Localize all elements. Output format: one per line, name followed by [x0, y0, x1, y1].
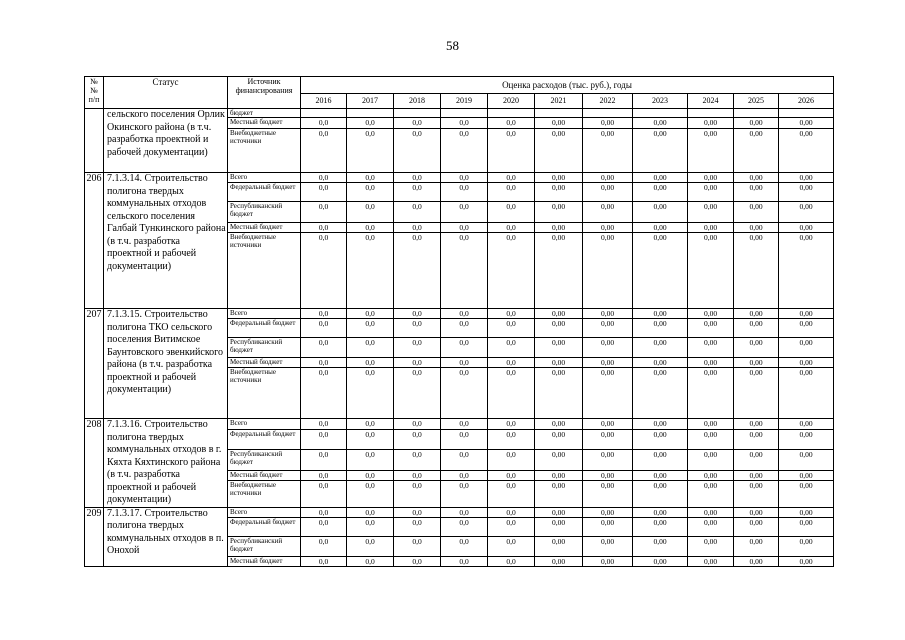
value-cell: 0,00 [779, 517, 834, 536]
value-cell: 0,00 [688, 536, 734, 556]
value-cell: 0,0 [347, 449, 394, 470]
value-cell: 0,00 [535, 129, 583, 173]
value-cell: 0,00 [633, 481, 688, 507]
value-cell: 0,00 [779, 449, 834, 470]
value-cell: 0,00 [535, 556, 583, 566]
funding-source: Республиканский бюджет [228, 449, 301, 470]
value-cell: 0,0 [441, 183, 488, 202]
value-cell: 0,0 [488, 481, 535, 507]
funding-source: Всего [228, 173, 301, 183]
value-cell: 0,0 [394, 368, 441, 419]
header-year: 2018 [394, 93, 441, 108]
value-cell: 0,0 [301, 233, 347, 309]
value-cell: 0,00 [535, 319, 583, 338]
value-cell: 0,00 [633, 517, 688, 536]
value-cell: 0,0 [488, 470, 535, 481]
value-cell: 0,0 [301, 507, 347, 517]
table-row [85, 309, 834, 319]
value-cell: 0,00 [779, 223, 834, 233]
value-cell: 0,00 [734, 173, 779, 183]
value-cell: 0,00 [688, 118, 734, 129]
header-status: Статус [104, 77, 228, 109]
value-cell: 0,00 [734, 338, 779, 358]
funding-source: Федеральный бюджет [228, 429, 301, 449]
value-cell: 0,00 [535, 517, 583, 536]
value-cell: 0,00 [535, 470, 583, 481]
header-year: 2025 [734, 93, 779, 108]
value-cell: 0,0 [394, 536, 441, 556]
value-cell: 0,00 [734, 481, 779, 507]
value-cell: 0,0 [488, 536, 535, 556]
value-cell: 0,00 [633, 507, 688, 517]
value-cell: 0,0 [347, 183, 394, 202]
funding-source: Внебюджетные источники [228, 481, 301, 507]
value-cell: 0,00 [633, 338, 688, 358]
value-cell: 0,0 [347, 319, 394, 338]
value-cell: 0,00 [633, 118, 688, 129]
value-cell: 0,00 [583, 118, 633, 129]
value-cell: 0,00 [583, 183, 633, 202]
value-cell: 0,0 [301, 319, 347, 338]
value-cell: 0,0 [301, 449, 347, 470]
value-cell: 0,0 [347, 507, 394, 517]
value-cell: 0,00 [734, 507, 779, 517]
value-cell: 0,0 [301, 338, 347, 358]
funding-source: Республиканский бюджет [228, 338, 301, 358]
value-cell: 0,0 [441, 118, 488, 129]
funding-source: Всего [228, 419, 301, 430]
value-cell: 0,00 [535, 429, 583, 449]
value-cell: 0,00 [535, 358, 583, 368]
value-cell: 0,00 [734, 118, 779, 129]
value-cell: 0,00 [734, 129, 779, 173]
funding-source: Местный бюджет [228, 223, 301, 233]
value-cell: 0,0 [394, 202, 441, 223]
value-cell: 0,00 [779, 429, 834, 449]
value-cell: 0,0 [301, 368, 347, 419]
value-cell: 0,00 [633, 202, 688, 223]
value-cell: 0,00 [535, 536, 583, 556]
funding-source: Внебюджетные источники [228, 368, 301, 419]
value-cell: 0,0 [394, 556, 441, 566]
value-cell: 0,00 [583, 536, 633, 556]
value-cell: 0,00 [633, 358, 688, 368]
row-number [85, 109, 104, 173]
value-cell: 0,00 [633, 556, 688, 566]
value-cell: 0,00 [779, 556, 834, 566]
value-cell: 0,0 [347, 173, 394, 183]
value-cell: 0,0 [488, 368, 535, 419]
value-cell: 0,00 [734, 358, 779, 368]
funding-source: Федеральный бюджет [228, 517, 301, 536]
value-cell: 0,0 [488, 358, 535, 368]
value-cell: 0,00 [688, 507, 734, 517]
value-cell: 0,0 [301, 470, 347, 481]
table-row [85, 109, 834, 118]
value-cell: 0,00 [688, 470, 734, 481]
value-cell: 0,00 [583, 129, 633, 173]
value-cell: 0,00 [688, 419, 734, 430]
value-cell: 0,00 [688, 173, 734, 183]
value-cell: 0,0 [488, 183, 535, 202]
value-cell: 0,00 [535, 368, 583, 419]
value-cell: 0,0 [394, 338, 441, 358]
value-cell: 0,0 [301, 202, 347, 223]
value-cell: 0,0 [488, 173, 535, 183]
header-year: 2019 [441, 93, 488, 108]
value-cell: 0,0 [301, 517, 347, 536]
row-number: 206 [85, 173, 104, 309]
value-cell: 0,0 [301, 419, 347, 430]
value-cell: 0,0 [488, 338, 535, 358]
value-cell: 0,0 [488, 118, 535, 129]
funding-source: Федеральный бюджет [228, 319, 301, 338]
value-cell: 0,0 [441, 419, 488, 430]
value-cell: 0,00 [633, 173, 688, 183]
row-number: 207 [85, 309, 104, 419]
value-cell: 0,00 [583, 517, 633, 536]
value-cell: 0,00 [734, 319, 779, 338]
value-cell: 0,00 [734, 449, 779, 470]
value-cell: 0,00 [583, 470, 633, 481]
value-cell: 0,00 [633, 429, 688, 449]
value-cell: 0,0 [394, 419, 441, 430]
value-cell: 0,0 [301, 536, 347, 556]
value-cell: 0,0 [347, 419, 394, 430]
page-number: 58 [446, 38, 459, 53]
value-cell: 0,0 [394, 507, 441, 517]
value-cell: 0,0 [301, 358, 347, 368]
value-cell: 0,0 [394, 481, 441, 507]
value-cell: 0,00 [535, 233, 583, 309]
funding-source: Федеральный бюджет [228, 183, 301, 202]
value-cell: 0,00 [688, 233, 734, 309]
value-cell: 0,00 [535, 449, 583, 470]
value-cell: 0,00 [779, 309, 834, 319]
value-cell: 0,0 [347, 536, 394, 556]
value-cell: 0,0 [301, 309, 347, 319]
value-cell: 0,0 [488, 233, 535, 309]
value-cell: 0,00 [583, 233, 633, 309]
value-cell: 0,0 [441, 129, 488, 173]
value-cell: 0,00 [583, 481, 633, 507]
value-cell: 0,00 [535, 338, 583, 358]
value-cell: 0,0 [441, 556, 488, 566]
value-cell: 0,00 [583, 319, 633, 338]
value-cell: 0,0 [488, 507, 535, 517]
value-cell: 0,00 [583, 358, 633, 368]
status-cell: 7.1.3.15. Строительство полигона ТКО сельского поселения Витимское Баунтовского эвенкийского района (в т.ч. разработка проектной и рабочей документации) [104, 309, 228, 419]
header-year: 2023 [633, 93, 688, 108]
value-cell: 0,0 [488, 202, 535, 223]
value-cell: 0,00 [633, 183, 688, 202]
value-cell: 0,0 [347, 338, 394, 358]
funding-source: Местный бюджет [228, 470, 301, 481]
value-cell: 0,00 [734, 536, 779, 556]
value-cell: 0,0 [347, 202, 394, 223]
value-cell: 0,0 [488, 556, 535, 566]
value-cell: 0,0 [441, 470, 488, 481]
value-cell: 0,0 [441, 507, 488, 517]
value-cell: 0,0 [347, 556, 394, 566]
value-cell: 0,00 [535, 173, 583, 183]
value-cell: 0,0 [488, 223, 535, 233]
value-cell: 0,0 [441, 481, 488, 507]
value-cell: 0,0 [394, 309, 441, 319]
value-cell: 0,0 [394, 129, 441, 173]
value-cell: 0,00 [583, 419, 633, 430]
funding-source: Всего [228, 309, 301, 319]
header-year: 2017 [347, 93, 394, 108]
value-cell: 0,00 [633, 309, 688, 319]
funding-source: Республиканский бюджет [228, 202, 301, 223]
value-cell [583, 109, 633, 118]
value-cell [441, 109, 488, 118]
value-cell: 0,00 [779, 129, 834, 173]
value-cell: 0,0 [488, 429, 535, 449]
value-cell: 0,00 [535, 309, 583, 319]
table-row [85, 507, 834, 517]
value-cell: 0,00 [688, 309, 734, 319]
value-cell: 0,0 [441, 358, 488, 368]
header-estimate: Оценка расходов (тыс. руб.), годы [301, 77, 834, 94]
status-cell: 7.1.3.14. Строительство полигона твердых коммунальных отходов сельского поселения Галбай Тункинского района (в т.ч. разработка проектной и рабочей документации) [104, 173, 228, 309]
value-cell: 0,00 [535, 223, 583, 233]
value-cell: 0,00 [734, 419, 779, 430]
value-cell: 0,00 [583, 507, 633, 517]
value-cell: 0,0 [441, 338, 488, 358]
value-cell: 0,00 [734, 556, 779, 566]
value-cell: 0,00 [779, 470, 834, 481]
value-cell: 0,00 [734, 429, 779, 449]
row-number: 209 [85, 507, 104, 566]
value-cell [734, 109, 779, 118]
value-cell: 0,0 [347, 368, 394, 419]
value-cell: 0,0 [394, 517, 441, 536]
value-cell: 0,0 [441, 517, 488, 536]
value-cell: 0,00 [688, 368, 734, 419]
status-cell: 7.1.3.17. Строительство полигона твердых коммунальных отходов в п. Онохой [104, 507, 228, 566]
value-cell: 0,00 [633, 319, 688, 338]
value-cell: 0,00 [734, 183, 779, 202]
value-cell [488, 109, 535, 118]
value-cell [301, 109, 347, 118]
funding-source: Всего [228, 507, 301, 517]
table-row [85, 419, 834, 430]
header-source: Источник финансирования [228, 77, 301, 109]
value-cell: 0,00 [535, 507, 583, 517]
value-cell: 0,00 [535, 118, 583, 129]
funding-source: Местный бюджет [228, 118, 301, 129]
value-cell: 0,00 [779, 368, 834, 419]
funding-source: Внебюджетные источники [228, 129, 301, 173]
funding-source: бюджет [228, 109, 301, 118]
value-cell: 0,00 [688, 517, 734, 536]
value-cell: 0,0 [441, 173, 488, 183]
value-cell: 0,00 [583, 429, 633, 449]
header-year: 2024 [688, 93, 734, 108]
value-cell: 0,0 [301, 118, 347, 129]
status-cell: 7.1.3.16. Строительство полигона твердых коммунальных отходов в г. Кяхта Кяхтинского района (в т.ч. разработка проектной и рабочей документации) [104, 419, 228, 508]
funding-source: Внебюджетные источники [228, 233, 301, 309]
header-year: 2026 [779, 93, 834, 108]
header-year: 2021 [535, 93, 583, 108]
value-cell: 0,0 [488, 449, 535, 470]
value-cell: 0,0 [347, 429, 394, 449]
value-cell: 0,00 [734, 517, 779, 536]
value-cell: 0,0 [347, 223, 394, 233]
value-cell: 0,00 [583, 309, 633, 319]
value-cell: 0,00 [535, 481, 583, 507]
value-cell: 0,00 [583, 449, 633, 470]
value-cell: 0,00 [779, 319, 834, 338]
value-cell: 0,00 [734, 470, 779, 481]
value-cell: 0,0 [441, 429, 488, 449]
value-cell: 0,0 [301, 173, 347, 183]
value-cell: 0,00 [688, 223, 734, 233]
value-cell: 0,0 [394, 173, 441, 183]
expense-table [84, 76, 834, 567]
value-cell: 0,00 [779, 419, 834, 430]
value-cell: 0,00 [779, 173, 834, 183]
value-cell: 0,0 [394, 319, 441, 338]
value-cell: 0,00 [779, 233, 834, 309]
funding-source: Местный бюджет [228, 358, 301, 368]
value-cell: 0,0 [347, 358, 394, 368]
value-cell: 0,0 [347, 309, 394, 319]
value-cell: 0,0 [441, 368, 488, 419]
table-row [85, 173, 834, 183]
header-year: 2022 [583, 93, 633, 108]
value-cell: 0,00 [688, 358, 734, 368]
value-cell: 0,0 [301, 129, 347, 173]
value-cell: 0,0 [488, 309, 535, 319]
value-cell [688, 109, 734, 118]
value-cell: 0,00 [734, 233, 779, 309]
value-cell: 0,0 [441, 233, 488, 309]
value-cell: 0,0 [301, 556, 347, 566]
value-cell: 0,00 [734, 368, 779, 419]
value-cell: 0,00 [633, 419, 688, 430]
value-cell: 0,0 [347, 129, 394, 173]
value-cell: 0,00 [688, 129, 734, 173]
value-cell: 0,00 [633, 233, 688, 309]
value-cell: 0,0 [394, 470, 441, 481]
value-cell: 0,00 [734, 223, 779, 233]
value-cell: 0,0 [347, 470, 394, 481]
value-cell: 0,0 [488, 129, 535, 173]
value-cell: 0,0 [301, 223, 347, 233]
value-cell: 0,00 [688, 319, 734, 338]
value-cell [347, 109, 394, 118]
value-cell: 0,00 [583, 338, 633, 358]
value-cell: 0,00 [779, 507, 834, 517]
value-cell: 0,0 [394, 118, 441, 129]
value-cell: 0,0 [394, 358, 441, 368]
value-cell: 0,0 [347, 481, 394, 507]
value-cell: 0,00 [583, 202, 633, 223]
value-cell: 0,00 [633, 470, 688, 481]
value-cell: 0,00 [583, 173, 633, 183]
value-cell: 0,00 [688, 183, 734, 202]
value-cell: 0,0 [394, 449, 441, 470]
value-cell: 0,00 [688, 449, 734, 470]
value-cell: 0,00 [583, 556, 633, 566]
value-cell: 0,00 [779, 358, 834, 368]
value-cell: 0,0 [441, 309, 488, 319]
value-cell: 0,00 [633, 223, 688, 233]
value-cell: 0,0 [441, 449, 488, 470]
value-cell: 0,00 [688, 338, 734, 358]
value-cell: 0,00 [633, 129, 688, 173]
value-cell: 0,0 [301, 481, 347, 507]
value-cell: 0,00 [779, 481, 834, 507]
header-year: 2020 [488, 93, 535, 108]
value-cell: 0,00 [688, 556, 734, 566]
value-cell: 0,00 [734, 202, 779, 223]
value-cell [779, 109, 834, 118]
value-cell: 0,0 [394, 233, 441, 309]
header-num: № № п/п [85, 77, 104, 109]
value-cell: 0,00 [779, 118, 834, 129]
value-cell: 0,0 [488, 517, 535, 536]
value-cell: 0,00 [688, 429, 734, 449]
value-cell [633, 109, 688, 118]
value-cell: 0,0 [441, 202, 488, 223]
value-cell: 0,00 [734, 309, 779, 319]
value-cell: 0,0 [394, 223, 441, 233]
value-cell: 0,00 [535, 202, 583, 223]
status-cell: сельского поселения Орлик Окинского района (в т.ч. разработка проектной и рабочей документации) [104, 109, 228, 173]
value-cell: 0,00 [633, 536, 688, 556]
value-cell: 0,0 [301, 183, 347, 202]
value-cell: 0,00 [688, 202, 734, 223]
value-cell: 0,0 [347, 517, 394, 536]
value-cell: 0,0 [394, 429, 441, 449]
value-cell [394, 109, 441, 118]
value-cell: 0,0 [488, 319, 535, 338]
value-cell: 0,00 [583, 223, 633, 233]
value-cell: 0,0 [347, 233, 394, 309]
value-cell: 0,0 [394, 183, 441, 202]
value-cell: 0,0 [441, 319, 488, 338]
value-cell: 0,00 [779, 536, 834, 556]
value-cell: 0,00 [779, 183, 834, 202]
value-cell: 0,0 [301, 429, 347, 449]
value-cell: 0,00 [633, 368, 688, 419]
value-cell: 0,00 [633, 449, 688, 470]
value-cell: 0,0 [441, 223, 488, 233]
value-cell: 0,00 [688, 481, 734, 507]
funding-source: Республиканский бюджет [228, 536, 301, 556]
value-cell: 0,00 [535, 419, 583, 430]
value-cell: 0,00 [779, 202, 834, 223]
value-cell [535, 109, 583, 118]
funding-source: Местный бюджет [228, 556, 301, 566]
value-cell: 0,00 [583, 368, 633, 419]
value-cell: 0,00 [535, 183, 583, 202]
value-cell: 0,0 [441, 536, 488, 556]
value-cell: 0,0 [347, 118, 394, 129]
value-cell: 0,0 [488, 419, 535, 430]
header-year: 2016 [301, 93, 347, 108]
row-number: 208 [85, 419, 104, 508]
value-cell: 0,00 [779, 338, 834, 358]
